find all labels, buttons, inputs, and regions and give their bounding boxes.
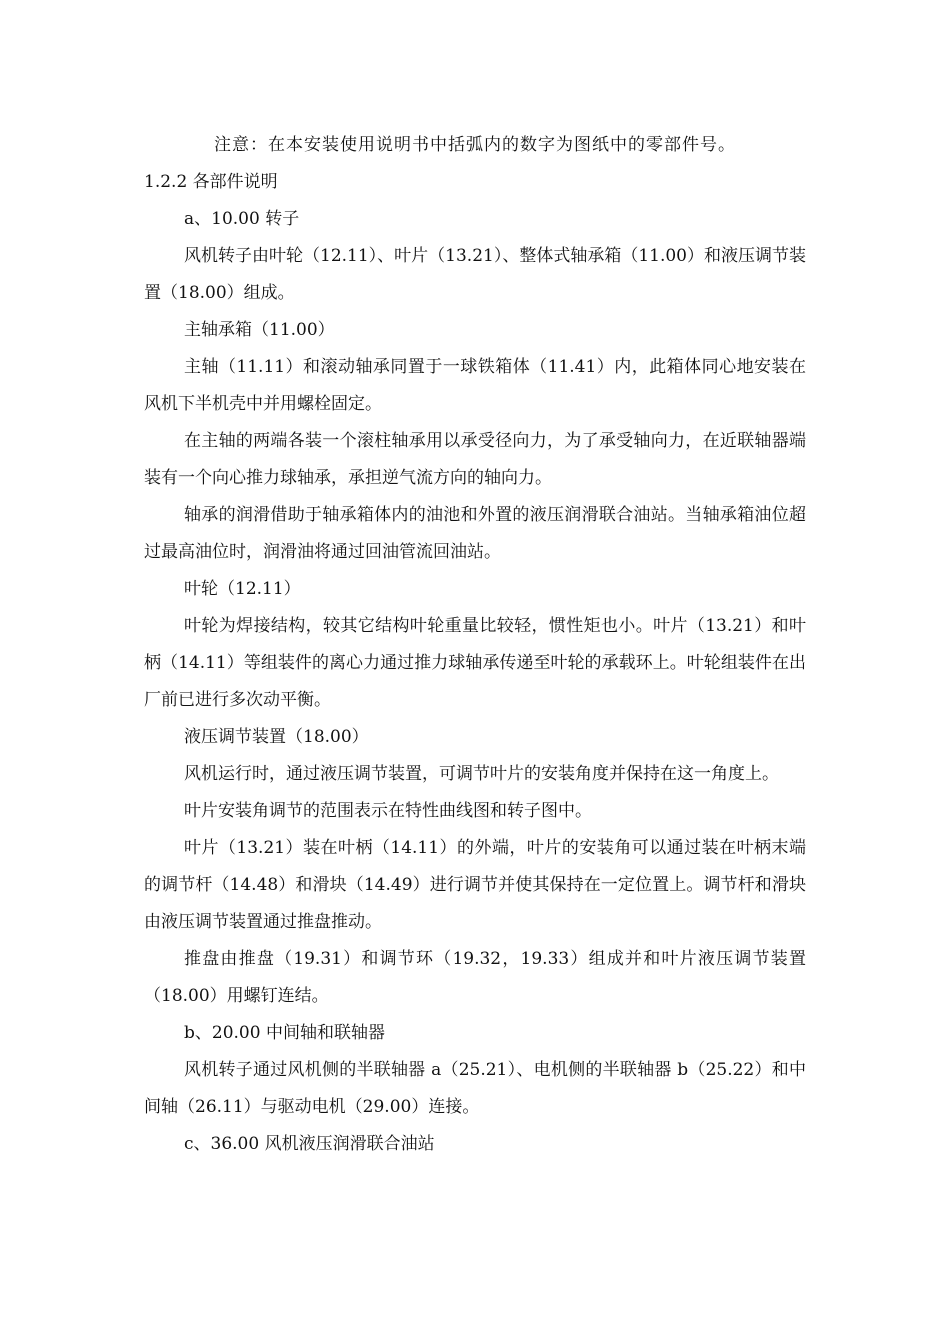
document-body bbox=[144, 164, 806, 1163]
note-line: 注意：在本安装使用说明书中括弧内的数字为图纸中的零部件号。 bbox=[214, 135, 736, 155]
paragraph-hydraulic-operation: 风机运行时，通过液压调节装置，可调节叶片的安装角度并保持在这一角度上。 bbox=[184, 764, 779, 784]
subsection-heading-coupling: b、20.00 中间轴和联轴器 bbox=[184, 1023, 385, 1043]
subsection-heading-impeller: 叶轮（12.11） bbox=[184, 579, 301, 599]
subsection-heading-bearing-box: 主轴承箱（11.00） bbox=[184, 320, 335, 340]
paragraph-push-plate: 推盘由推盘（19.31）和调节环（19.32，19.33）组成并和叶片液压调节装置（18.00）用螺钉连结。 bbox=[144, 949, 806, 1006]
subsection-heading-rotor: a、10.00 转子 bbox=[184, 209, 300, 229]
paragraph-lubrication: 轴承的润滑借助于轴承箱体内的油池和外置的液压润滑联合油站。当轴承箱油位超过最高油位时，润滑油将通过回油管流回油站。 bbox=[144, 505, 806, 562]
paragraph-rotor: 风机转子由叶轮（12.11）、叶片（13.21）、整体式轴承箱（11.00）和液压调节装置（18.00）组成。 bbox=[144, 246, 807, 303]
subsection-heading-oil-station: c、36.00 风机液压润滑联合油站 bbox=[184, 1134, 435, 1154]
paragraph-roller-bearing: 在主轴的两端各装一个滚柱轴承用以承受径向力，为了承受轴向力，在近联轴器端装有一个向心推力球轴承，承担逆气流方向的轴向力。 bbox=[144, 431, 806, 488]
paragraph-impeller: 叶轮为焊接结构，较其它结构叶轮重量比较轻，惯性矩也小。叶片（13.21）和叶柄（14.11）等组装件的离心力通过推力球轴承传递至叶轮的承载环上。叶轮组装件在出厂前已进行多次动平衡。 bbox=[144, 616, 806, 710]
section-heading: 1.2.2 各部件说明 bbox=[144, 172, 278, 192]
paragraph-blade-mount: 叶片（13.21）装在叶柄（14.11）的外端，叶片的安装角可以通过装在叶柄末端的调节杆（14.48）和滑块（14.49）进行调节并使其保持在一定位置上。调节杆和滑块由液压调节装置通过推盘推动。 bbox=[144, 838, 806, 932]
paragraph-main-shaft: 主轴（11.11）和滚动轴承同置于一球铁箱体（11.41）内，此箱体同心地安装在风机下半机壳中并用螺栓固定。 bbox=[144, 357, 806, 414]
paragraph-coupling: 风机转子通过风机侧的半联轴器 a（25.21）、电机侧的半联轴器 b（25.22）和中间轴（26.11）与驱动电机（29.00）连接。 bbox=[144, 1060, 806, 1117]
paragraph-blade-angle-range: 叶片安装角调节的范围表示在特性曲线图和转子图中。 bbox=[184, 801, 592, 821]
subsection-heading-hydraulic: 液压调节装置（18.00） bbox=[184, 727, 369, 747]
